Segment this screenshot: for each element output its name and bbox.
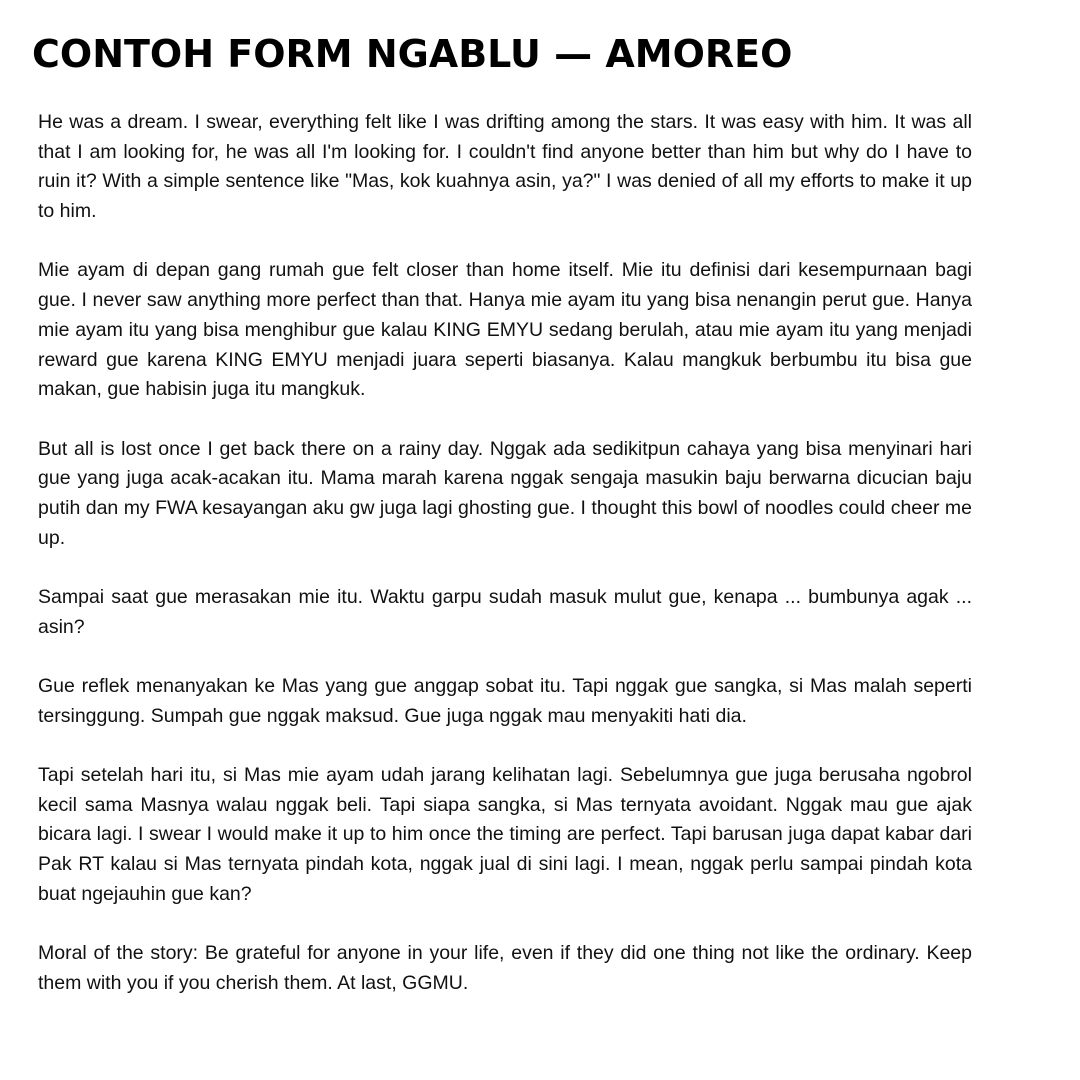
paragraph-7: Moral of the story: Be grateful for anyone in your life, even if they did one thing not like the ordinary. Keep them with you if you cherish them. At last, GGMU. [38, 942, 972, 994]
paragraph-6: Tapi setelah hari itu, si Mas mie ayam udah jarang kelihatan lagi. Sebelumnya gue juga berusaha ngobrol kecil sama Masnya walau nggak beli. Tapi siapa sangka, si Mas ternyata avoidant. Nggak mau gue ajak bicara lagi. I swear I would make it up to him once the timing are perfect. Tapi barusan juga dapat kabar dari Pak RT kalau si Mas ternyata pindah kota, nggak jual di sini lagi. I mean, nggak perlu sampai pindah kota buat ngejauhin gue kan? [38, 763, 972, 905]
paragraph-5: Gue reflek menanyakan ke Mas yang gue anggap sobat itu. Tapi nggak gue sangka, si Mas malah seperti tersinggung. Sumpah gue nggak maksud. Gue juga nggak mau menyakiti hati dia. [38, 674, 972, 727]
paragraph-4: Sampai saat gue merasakan mie itu. Waktu garpu sudah masuk mulut gue, kenapa ... bumbunya agak ... asin? [38, 585, 972, 638]
document-body [38, 108, 972, 1028]
paragraph-2: Mie ayam di depan gang rumah gue felt closer than home itself. Mie itu definisi dari kesempurnaan bagi gue. I never saw anything more perfect than that. Hanya mie ayam itu yang bisa nenangin perut gue. Hanya mie ayam itu yang bisa menghibur gue kalau KING EMYU sedang berulah, atau mie ayam itu yang menjadi reward gue karena KING EMYU menjadi juara seperti biasanya. Kalau mangkuk berbumbu itu bisa gue makan, gue habisin juga itu mangkuk. [38, 259, 972, 401]
paragraph-3: But all is lost once I get back there on a rainy day. Nggak ada sedikitpun cahaya yang bisa menyinari hari gue yang juga acak-acakan itu. Mama marah karena nggak sengaja masukin baju berwarna dicucian baju putih dan my FWA kesayangan aku gw juga lagi ghosting gue. I thought this bowl of noodles could cheer me up. [38, 437, 972, 549]
document-title: CONTOH FORM NGABLU — AMOREO [32, 32, 793, 76]
paragraph-1: He was a dream. I swear, everything felt like I was drifting among the stars. It was easy with him. It was all that I am looking for, he was all I'm looking for. I couldn't find anyone better than him but why do I have to ruin it? With a simple sentence like "Mas, kok kuahnya asin, ya?" I was denied of all my efforts to make it up to him. [38, 111, 972, 223]
